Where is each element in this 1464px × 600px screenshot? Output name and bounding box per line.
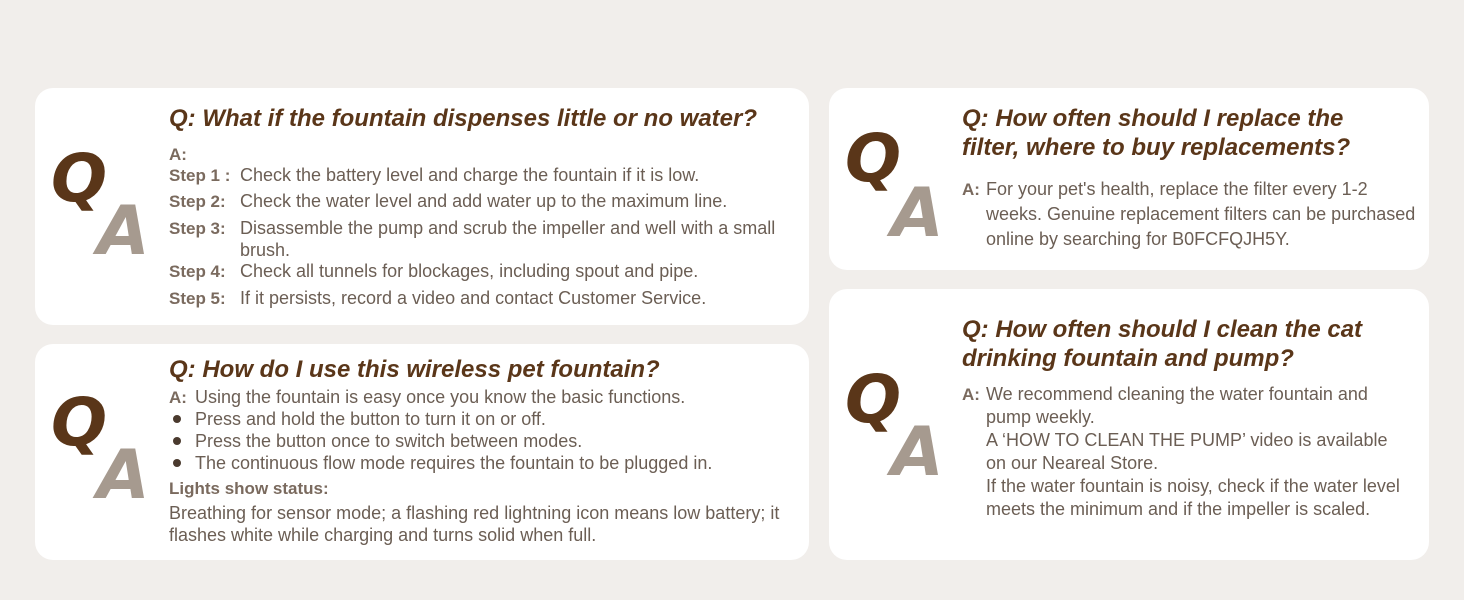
- step-text: If it persists, record a video and contact Customer Service.: [240, 288, 707, 308]
- step-row: [169, 287, 809, 310]
- bullet-dot: [173, 415, 181, 423]
- answer-intro: [169, 386, 809, 409]
- answer-block: [962, 383, 1412, 521]
- question-title: Q: What if the fountain dispenses little or no water?: [169, 105, 758, 132]
- q-letter-icon: Q: [845, 361, 902, 438]
- question-title: Q: How do I use this wireless pet fountain?: [169, 356, 660, 383]
- q-letter-icon: Q: [51, 384, 108, 461]
- lights-text: Breathing for sensor mode; a flashing red lightning icon means low battery; it flashes white while charging and turns solid when full.: [169, 503, 780, 545]
- step-label: Step 5:: [169, 289, 226, 308]
- bullet-dot: [173, 459, 181, 467]
- a-letter-icon: A: [97, 192, 150, 271]
- step-text: Check all tunnels for blockages, including spout and pipe.: [240, 261, 699, 281]
- answer-paragraphs: [986, 383, 1412, 521]
- step-text: Check the water level and add water up to the maximum line.: [240, 191, 728, 211]
- answer-text: For your pet's health, replace the filter every 1-2 weeks. Genuine replacement filters can be purchased online by searching for B0FCFQJH5Y.: [986, 179, 1416, 249]
- faq-card-usage: [35, 344, 809, 560]
- step-label: Step 2:: [169, 192, 226, 211]
- faq-card-filter: [829, 88, 1429, 270]
- answer-label: A:: [962, 385, 980, 404]
- answer-label: A:: [169, 388, 187, 407]
- answer-paragraph: If the water fountain is noisy, check if the water level meets the minimum and if the impeller is scaled.: [986, 476, 1400, 519]
- answer-label: A:: [169, 145, 187, 164]
- step-row: [169, 260, 809, 283]
- step-label: Step 3:: [169, 219, 226, 238]
- step-row: [169, 190, 809, 213]
- a-letter-icon: A: [97, 436, 150, 515]
- answer-paragraph: A ‘HOW TO CLEAN THE PUMP’ video is available on our Neareal Store.: [986, 430, 1388, 473]
- q-letter-icon: Q: [51, 140, 108, 217]
- step-row: [169, 164, 809, 187]
- faq-card-no-water: [35, 88, 809, 325]
- answer-label: A:: [962, 180, 980, 199]
- a-letter-icon: A: [891, 413, 944, 492]
- answer-intro-text: Using the fountain is easy once you know the basic functions.: [195, 387, 686, 407]
- q-letter-icon: Q: [845, 120, 902, 197]
- bullet-item: The continuous flow mode requires the fountain to be plugged in.: [195, 453, 713, 473]
- bullet-item: Press the button once to switch between modes.: [195, 431, 583, 451]
- bullet-item: Press and hold the button to turn it on or off.: [195, 409, 546, 429]
- step-text: Disassemble the pump and scrub the impeller and well with a small brush.: [240, 218, 776, 260]
- answer-block: [962, 177, 1422, 252]
- faq-card-cleaning: [829, 289, 1429, 560]
- step-row: [169, 217, 779, 261]
- answer-paragraph: We recommend cleaning the water fountain and pump weekly.: [986, 384, 1368, 427]
- step-label: Step 1 :: [169, 166, 231, 185]
- a-letter-icon: A: [891, 174, 944, 253]
- question-title: Q: How often should I replace the filter, where to buy replacements?: [962, 105, 1351, 161]
- step-label: Step 4:: [169, 262, 226, 281]
- lights-title: Lights show status:: [169, 479, 329, 498]
- step-text: Check the battery level and charge the fountain if it is low.: [240, 165, 700, 185]
- question-title: Q: How often should I clean the cat drinking fountain and pump?: [962, 316, 1363, 372]
- bullet-dot: [173, 437, 181, 445]
